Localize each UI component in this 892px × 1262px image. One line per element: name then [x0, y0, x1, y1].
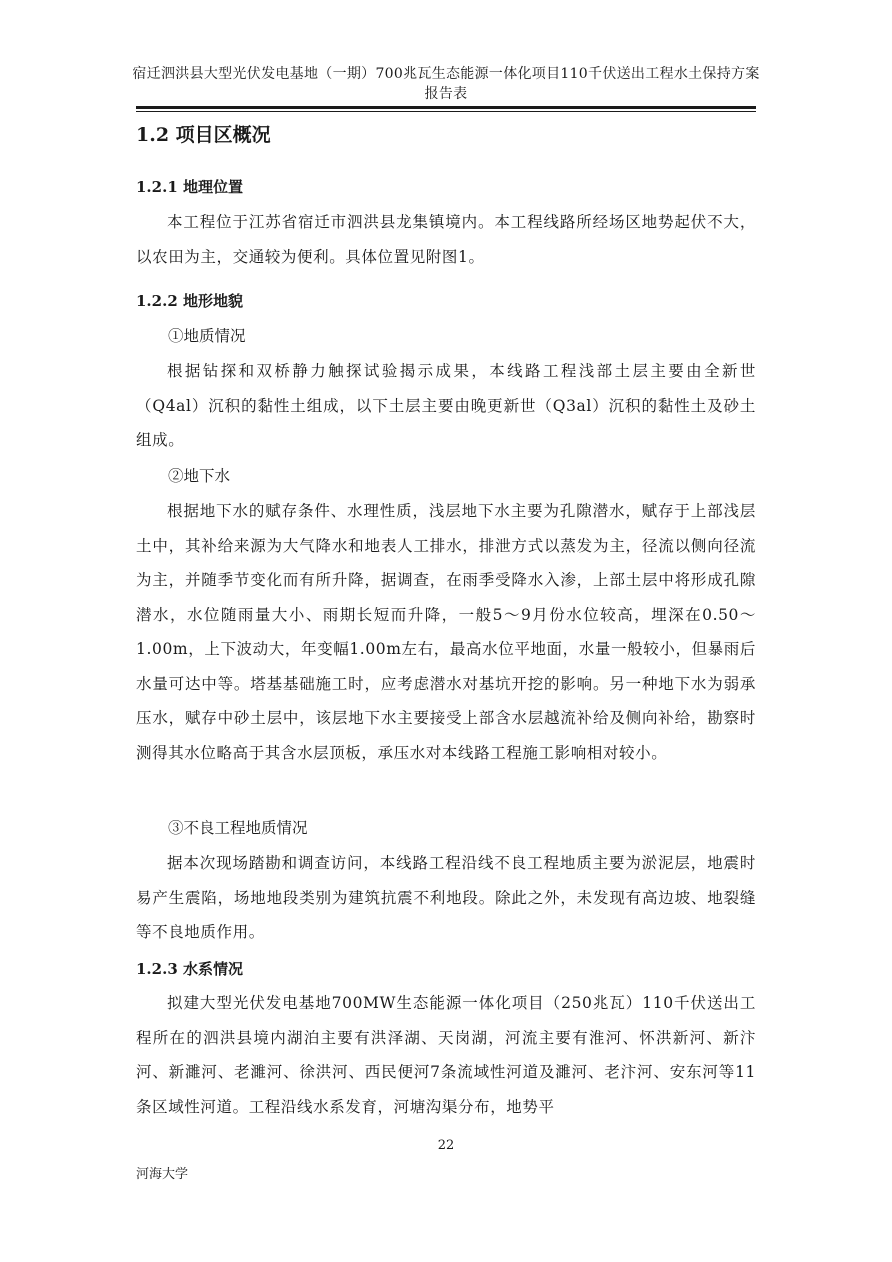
section-heading: 1.2 项目区概况 [136, 124, 271, 146]
item-geology: ①地质情况 [168, 327, 246, 345]
water-system-paragraph: 拟建大型光伏发电基地700MW生态能源一体化项目（250兆瓦）110千伏送出工程所在的泗洪县境内湖泊主要有洪泽湖、天岗湖，河流主要有淮河、怀洪新河、新汴河、新濉河、老濉河、徐洪河、西民便河7条流域性河道及濉河、老汴河、安东河等11条区域性河道。工程沿线水系发育，河塘沟渠分布，地势平 [136, 994, 756, 1116]
subsection-heading-terrain: 1.2.2 地形地貌 [136, 292, 243, 310]
header-rule-thin [136, 111, 756, 112]
item-groundwater: ②地下水 [168, 467, 231, 485]
groundwater-paragraph: 根据地下水的赋存条件、水理性质，浅层地下水主要为孔隙潜水，赋存于上部浅层土中，其补给来源为大气降水和地表人工排水，排泄方式以蒸发为主，径流以侧向径流为主，并随季节变化而有所升降，据调查，在雨季受降水入渗，上部土层中将形成孔隙潜水，水位随雨量大小、雨期长短而升降，一般5～9月份水位较高，埋深在0.50～1.00m，上下波动大，年变幅1.00m左右，最高水位平地面，水量一般较小，但暴雨后水量可达中等。塔基基础施工时，应考虑潜水对基坑开挖的影响。另一种地下水为弱承压水，赋存中砂土层中，该层地下水主要接受上部含水层越流补给及侧向补给，勘察时测得其水位略高于其含水层顶板，承压水对本线路工程施工影响相对较小。 [136, 502, 756, 762]
page-number: 22 [437, 1138, 455, 1153]
subsection-heading-location: 1.2.1 地理位置 [136, 178, 243, 196]
adverse-geology-paragraph: 据本次现场踏勘和调查访问，本线路工程沿线不良工程地质主要为淤泥层，地震时易产生震陷，场地地段类别为建筑抗震不利地段。除此之外，未发现有高边坡、地裂缝等不良地质作用。 [136, 854, 756, 941]
footer-institution: 河海大学 [136, 1167, 189, 1182]
location-paragraph: 本工程位于江苏省宿迁市泗洪县龙集镇境内。本工程线路所经场区地势起伏不大，以农田为主，交通较为便利。具体位置见附图1。 [136, 213, 756, 266]
geology-paragraph: 根据钻探和双桥静力触探试验揭示成果，本线路工程浅部土层主要由全新世（Q4al）沉积的黏性土组成，以下土层主要由晚更新世（Q3al）沉积的黏性土及砂土组成。 [136, 362, 756, 449]
subsection-heading-water-system: 1.2.3 水系情况 [136, 960, 243, 978]
item-adverse-geology: ③不良工程地质情况 [168, 819, 308, 837]
running-header-title: 宿迁泗洪县大型光伏发电基地（一期）700兆瓦生态能源一体化项目110千伏送出工程水土保持方案报告表 [132, 66, 760, 102]
header-rule-thick [136, 106, 756, 109]
